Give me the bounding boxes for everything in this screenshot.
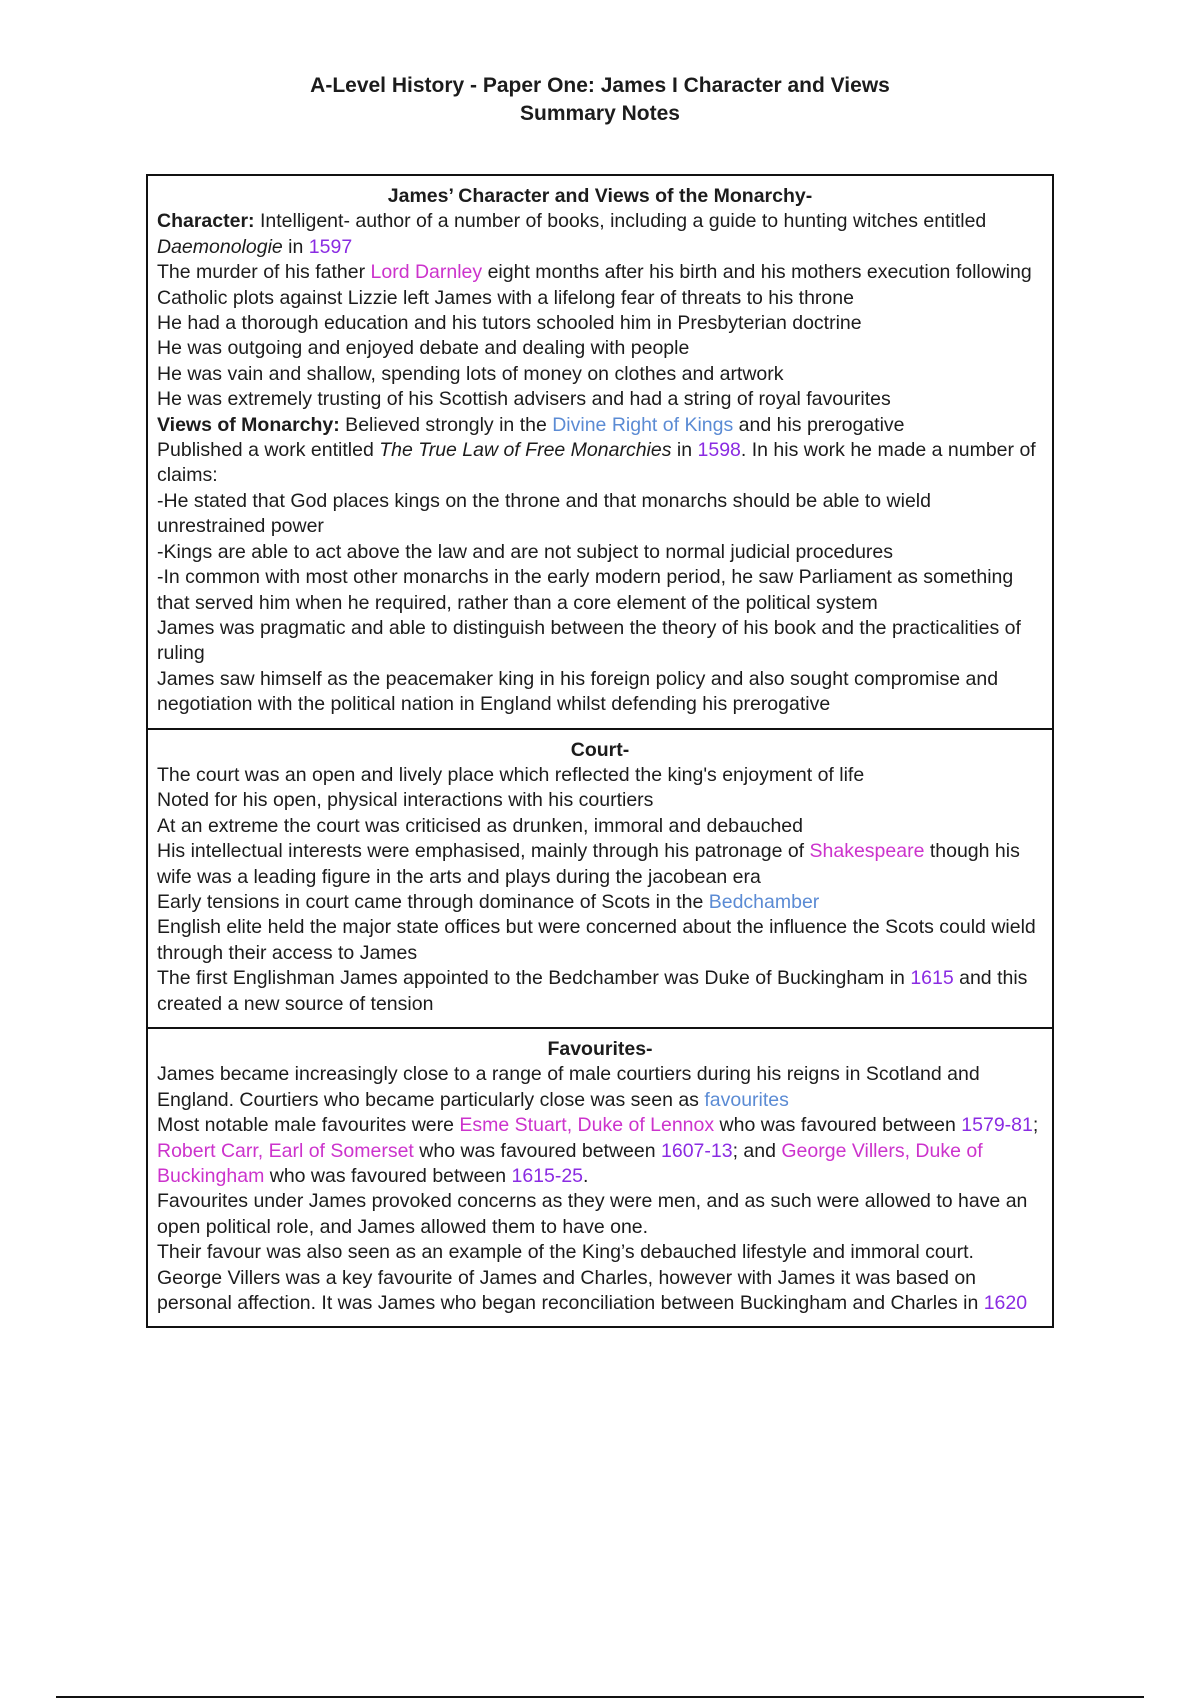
date-highlight: 1598: [697, 439, 741, 462]
text: .: [583, 1165, 589, 1188]
note-line: [157, 438, 1043, 489]
note-line: -In common with most other monarchs in the early modern period, he saw Parliament as something that served him when he required, rather than a core element of the political system: [157, 566, 1014, 614]
section-heading-favourites: Favourites-: [547, 1038, 653, 1060]
name-highlight: Lord Darnley: [370, 261, 483, 284]
note-line: He had a thorough education and his tutors schooled him in Presbyterian doctrine: [157, 312, 862, 335]
notes-table: [146, 174, 1054, 1328]
name-highlight: Robert Carr, Earl of Somerset: [157, 1139, 414, 1162]
text: Published a work entitled: [157, 439, 380, 462]
text: ;: [1032, 1114, 1039, 1137]
text: George Villers was a key favourite of James and Charles, however with James it was based on personal affection. It was James who began reconciliation between Buckingham and Charles in: [157, 1266, 984, 1315]
page-bottom-rule: [56, 1696, 1144, 1698]
section-court: [148, 728, 1052, 1027]
note-line: He was outgoing and enjoyed debate and dealing with people: [157, 337, 690, 360]
date-highlight: 1615: [910, 967, 954, 990]
note-line: [157, 1062, 1043, 1113]
note-line: -Kings are able to act above the law and are not subject to normal judicial procedures: [157, 540, 894, 563]
note-line: [157, 209, 1043, 260]
note-line: [157, 260, 1043, 311]
note-line: [157, 890, 1043, 915]
note-line: Their favour was also seen as an example of the King’s debauched lifestyle and immoral court.: [157, 1241, 974, 1264]
note-line: [157, 1266, 1043, 1317]
section-heading-character: James’ Character and Views of the Monarchy-: [387, 185, 813, 207]
note-line: [157, 966, 1043, 1017]
note-line: Favourites under James provoked concerns as they were men, and as such were allowed to have an open political role, and James allowed them to have one.: [157, 1190, 1028, 1238]
section-heading-court: Court-: [570, 738, 630, 761]
term-highlight: Divine Right of Kings: [552, 413, 734, 436]
term-highlight: favourites: [704, 1088, 789, 1111]
note-line: At an extreme the court was criticised as drunken, immoral and debauched: [157, 814, 803, 837]
date-highlight: 1579-81: [961, 1114, 1033, 1137]
text: eight months after his birth and his mothers execution following Catholic plots against Lizzie left James with a lifelong fear of threats to his throne: [157, 261, 1032, 309]
title-line-2: Summary Notes: [520, 102, 680, 125]
label-views: Views of Monarchy:: [157, 413, 340, 436]
text: who was favoured between: [714, 1114, 962, 1137]
text: James became increasingly close to a range of male courtiers during his reigns in Scotland and England. Courtiers who became particularly close was seen as: [157, 1063, 980, 1111]
document-title: [0, 72, 1200, 128]
section-favourites: [148, 1027, 1052, 1326]
text: in: [282, 235, 309, 258]
note-line: [157, 1113, 1043, 1189]
note-line: He was extremely trusting of his Scottish advisers and had a string of royal favourites: [157, 388, 891, 411]
note-line: Noted for his open, physical interactions with his courtiers: [157, 789, 654, 812]
name-highlight: Shakespeare: [809, 840, 925, 863]
name-highlight: Esme Stuart, Duke of Lennox: [459, 1114, 715, 1137]
text: The murder of his father: [157, 261, 371, 284]
book-title: The True Law of Free Monarchies: [379, 439, 672, 462]
date-highlight: 1615-25: [511, 1165, 584, 1188]
text: though his wife was a leading figure in the arts and plays during the jacobean era: [157, 840, 1020, 888]
note-line: James saw himself as the peacemaker king in his foreign policy and also sought compromise and negotiation with the political nation in England whilst defending his prerogative: [157, 667, 999, 716]
text: Intelligent- author of a number of books, including a guide to hunting witches entitled: [254, 210, 987, 233]
note-line: -He stated that God places kings on the throne and that monarchs should be able to wield unrestrained power: [157, 489, 931, 538]
text: who was favoured between: [413, 1139, 661, 1162]
section-character: [148, 176, 1052, 728]
text: and his prerogative: [733, 413, 905, 436]
label-character: Character:: [157, 210, 255, 233]
date-highlight: 1607-13: [661, 1139, 733, 1162]
text: His intellectual interests were emphasised, mainly through his patronage of: [157, 840, 810, 863]
note-line: [157, 413, 1043, 438]
note-line: He was vain and shallow, spending lots of money on clothes and artwork: [157, 362, 784, 385]
text: in: [671, 439, 698, 462]
text: Believed strongly in the: [339, 413, 553, 436]
name-highlight: George Villers, Duke of Buckingham: [157, 1139, 983, 1188]
note-line: The court was an open and lively place which reflected the king's enjoyment of life: [157, 763, 865, 786]
text: Early tensions in court came through dominance of Scots in the: [157, 890, 709, 913]
note-line: [157, 839, 1043, 890]
text: The first Englishman James appointed to the Bedchamber was Duke of Buckingham in: [157, 967, 911, 990]
text: Most notable male favourites were: [157, 1114, 460, 1137]
date-highlight: 1597: [308, 235, 353, 258]
text: . In his work he made a number of claims:: [157, 439, 1036, 487]
date-highlight: 1620: [983, 1292, 1028, 1315]
book-title: Daemonologie: [157, 235, 283, 258]
term-highlight: Bedchamber: [708, 890, 820, 913]
title-line-1: A-Level History - Paper One: James I Character and Views: [310, 74, 890, 97]
text: who was favoured between: [264, 1165, 512, 1188]
note-line: English elite held the major state offices but were concerned about the influence the Scots could wield through their access to James: [157, 916, 1036, 964]
note-line: James was pragmatic and able to distinguish between the theory of his book and the practicalities of ruling: [157, 616, 1021, 665]
text: and this created a new source of tension: [157, 967, 1028, 1015]
text: ; and: [732, 1139, 782, 1162]
